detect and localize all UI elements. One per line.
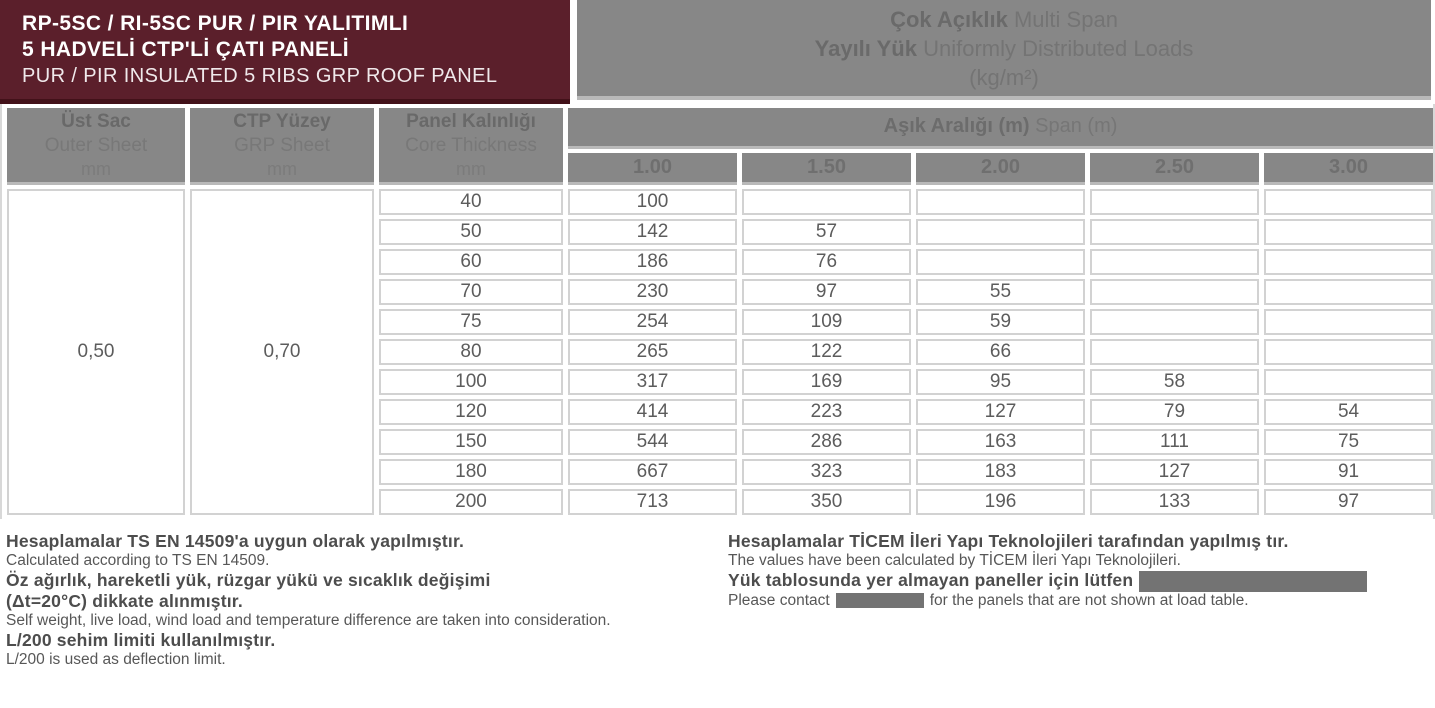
load-value: 350 bbox=[742, 489, 911, 515]
column-header-core-thickness bbox=[379, 108, 563, 185]
outer-sheet-label-tr: Üst Sac bbox=[61, 111, 131, 132]
load-value-empty bbox=[1090, 249, 1259, 275]
footnote-text: L/200 sehim limiti kullanılmıştır. bbox=[6, 630, 276, 650]
load-value-empty bbox=[1090, 339, 1259, 365]
load-header-line2-en: Uniformly Distributed Loads bbox=[923, 35, 1194, 61]
redacted-block bbox=[1139, 571, 1367, 592]
table-header-row-1 bbox=[7, 108, 1433, 149]
load-value: 254 bbox=[568, 309, 737, 335]
product-title-box bbox=[0, 0, 570, 104]
load-value-empty bbox=[1090, 309, 1259, 335]
grp-sheet-unit: mm bbox=[267, 159, 297, 179]
load-value-empty bbox=[916, 189, 1085, 215]
header-divider bbox=[570, 0, 577, 104]
footnotes-right bbox=[728, 531, 1435, 669]
footnote-line bbox=[728, 552, 1435, 570]
load-value: 163 bbox=[916, 429, 1085, 455]
load-header-line1-en: Multi Span bbox=[1013, 6, 1118, 32]
load-value-empty bbox=[1264, 339, 1433, 365]
core-thickness-value: 50 bbox=[379, 219, 563, 245]
core-thickness-value: 70 bbox=[379, 279, 563, 305]
grp-sheet-label-tr: CTP Yüzey bbox=[233, 111, 331, 132]
footnote-line bbox=[6, 612, 728, 630]
load-value-empty bbox=[1264, 369, 1433, 395]
column-header-grp-sheet bbox=[190, 108, 374, 185]
outer-sheet-value: 0,50 bbox=[7, 189, 185, 515]
core-thickness-value: 40 bbox=[379, 189, 563, 215]
span-column-2.50: 2.50 bbox=[1090, 153, 1259, 185]
load-value: 323 bbox=[742, 459, 911, 485]
load-value-empty bbox=[1264, 189, 1433, 215]
footnote-line bbox=[6, 630, 728, 651]
footnote-line bbox=[6, 552, 728, 570]
load-header-line1-tr: Çok Açıklık bbox=[890, 6, 1008, 32]
load-value: 79 bbox=[1090, 399, 1259, 425]
load-header-line2 bbox=[815, 34, 1194, 63]
load-value-empty bbox=[1264, 219, 1433, 245]
redacted-block bbox=[836, 593, 924, 608]
load-value: 91 bbox=[1264, 459, 1433, 485]
product-title-line2: 5 HADVELİ CTP'Lİ ÇATI PANELİ bbox=[22, 37, 349, 61]
grp-sheet-label-en: GRP Sheet bbox=[234, 135, 330, 156]
load-value-empty bbox=[1264, 249, 1433, 275]
product-subtitle: PUR / PIR INSULATED 5 RIBS GRP ROOF PANEL bbox=[22, 64, 498, 87]
load-header-line1 bbox=[890, 5, 1118, 34]
core-thickness-unit: mm bbox=[456, 159, 486, 179]
load-value: 97 bbox=[1264, 489, 1433, 515]
core-thickness-value: 150 bbox=[379, 429, 563, 455]
span-column-2.00: 2.00 bbox=[916, 153, 1085, 185]
load-value-empty bbox=[1264, 309, 1433, 335]
footnote-line bbox=[6, 570, 728, 591]
load-table-wrapper bbox=[0, 104, 1435, 519]
footnote-text: Self weight, live load, wind load and temperature difference are taken into consideration. bbox=[6, 612, 611, 629]
load-value-empty bbox=[916, 219, 1085, 245]
load-value-empty bbox=[916, 249, 1085, 275]
footnote-text: Hesaplamalar TS EN 14509'a uygun olarak yapılmıştır. bbox=[6, 531, 465, 551]
core-thickness-value: 75 bbox=[379, 309, 563, 335]
load-value: 100 bbox=[568, 189, 737, 215]
column-header-span-group bbox=[568, 108, 1433, 149]
span-column-1.50: 1.50 bbox=[742, 153, 911, 185]
core-thickness-value: 200 bbox=[379, 489, 563, 515]
load-value: 183 bbox=[916, 459, 1085, 485]
span-column-1.00: 1.00 bbox=[568, 153, 737, 185]
column-header-outer-sheet bbox=[7, 108, 185, 185]
product-title-line1: RP-5SC / RI-5SC PUR / PIR YALITIMLI bbox=[22, 11, 409, 35]
footnote-line bbox=[728, 592, 1435, 610]
core-thickness-label-tr: Panel Kalınlığı bbox=[406, 111, 536, 132]
footnote-text: L/200 is used as deflection limit. bbox=[6, 651, 226, 668]
footnote-line bbox=[6, 531, 728, 552]
footnote-text: (Δt=20°C) dikkate alınmıştır. bbox=[6, 591, 243, 611]
load-value-empty bbox=[1090, 189, 1259, 215]
load-value: 75 bbox=[1264, 429, 1433, 455]
footnote-text: for the panels that are not shown at load table. bbox=[929, 591, 1249, 609]
span-column-3.00: 3.00 bbox=[1264, 153, 1433, 185]
footnote-line bbox=[6, 651, 728, 669]
table-row bbox=[7, 189, 1433, 215]
footnote-line bbox=[728, 570, 1435, 592]
load-value: 127 bbox=[1090, 459, 1259, 485]
footnote-text: Öz ağırlık, hareketli yük, rüzgar yükü ve sıcaklık değişimi bbox=[6, 570, 491, 590]
footnotes bbox=[0, 519, 1435, 669]
load-value: 54 bbox=[1264, 399, 1433, 425]
load-value: 133 bbox=[1090, 489, 1259, 515]
page-header bbox=[0, 0, 1435, 104]
load-value: 59 bbox=[916, 309, 1085, 335]
load-value-empty bbox=[1090, 279, 1259, 305]
load-value: 713 bbox=[568, 489, 737, 515]
core-thickness-label-en: Core Thickness bbox=[405, 135, 537, 156]
load-table bbox=[2, 104, 1435, 519]
load-header-line2-tr: Yayılı Yük bbox=[814, 35, 917, 61]
load-value: 544 bbox=[568, 429, 737, 455]
load-value: 317 bbox=[568, 369, 737, 395]
footnotes-left bbox=[6, 531, 728, 669]
outer-sheet-label-en: Outer Sheet bbox=[44, 135, 148, 156]
load-value: 66 bbox=[916, 339, 1085, 365]
core-thickness-value: 80 bbox=[379, 339, 563, 365]
footnote-text: Yük tablosunda yer almayan paneller için lütfen bbox=[728, 570, 1134, 590]
span-label-en: Span (m) bbox=[1035, 115, 1118, 138]
load-value-empty bbox=[1264, 279, 1433, 305]
load-value: 186 bbox=[568, 249, 737, 275]
core-thickness-value: 180 bbox=[379, 459, 563, 485]
load-value: 142 bbox=[568, 219, 737, 245]
load-value: 667 bbox=[568, 459, 737, 485]
footnote-text: Calculated according to TS EN 14509. bbox=[6, 552, 270, 569]
load-value: 286 bbox=[742, 429, 911, 455]
core-thickness-value: 60 bbox=[379, 249, 563, 275]
load-value: 265 bbox=[568, 339, 737, 365]
load-value: 95 bbox=[916, 369, 1085, 395]
load-value: 196 bbox=[916, 489, 1085, 515]
load-value: 169 bbox=[742, 369, 911, 395]
outer-sheet-unit: mm bbox=[81, 159, 111, 179]
load-table-body bbox=[7, 189, 1433, 515]
grp-sheet-value: 0,70 bbox=[190, 189, 374, 515]
load-type-header bbox=[577, 0, 1431, 100]
footnote-text: Please contact bbox=[728, 591, 830, 609]
load-value: 230 bbox=[568, 279, 737, 305]
load-value: 58 bbox=[1090, 369, 1259, 395]
load-value: 127 bbox=[916, 399, 1085, 425]
footnote-text: The values have been calculated by TİCEM İleri Yapı Teknolojileri. bbox=[728, 552, 1181, 569]
core-thickness-value: 120 bbox=[379, 399, 563, 425]
load-value: 109 bbox=[742, 309, 911, 335]
load-value: 223 bbox=[742, 399, 911, 425]
footnote-text: Hesaplamalar TİCEM İleri Yapı Teknolojileri tarafından yapılmış tır. bbox=[728, 531, 1289, 551]
footnote-line bbox=[6, 591, 728, 612]
load-value: 57 bbox=[742, 219, 911, 245]
core-thickness-value: 100 bbox=[379, 369, 563, 395]
load-value: 414 bbox=[568, 399, 737, 425]
load-header-unit: (kg/m²) bbox=[969, 64, 1039, 90]
footnote-line bbox=[728, 531, 1435, 552]
load-value: 55 bbox=[916, 279, 1085, 305]
load-value: 111 bbox=[1090, 429, 1259, 455]
load-value-empty bbox=[742, 189, 911, 215]
span-label-tr: Aşık Aralığı (m) bbox=[883, 115, 1030, 138]
load-value-empty bbox=[1090, 219, 1259, 245]
load-value: 76 bbox=[742, 249, 911, 275]
load-value: 122 bbox=[742, 339, 911, 365]
load-value: 97 bbox=[742, 279, 911, 305]
